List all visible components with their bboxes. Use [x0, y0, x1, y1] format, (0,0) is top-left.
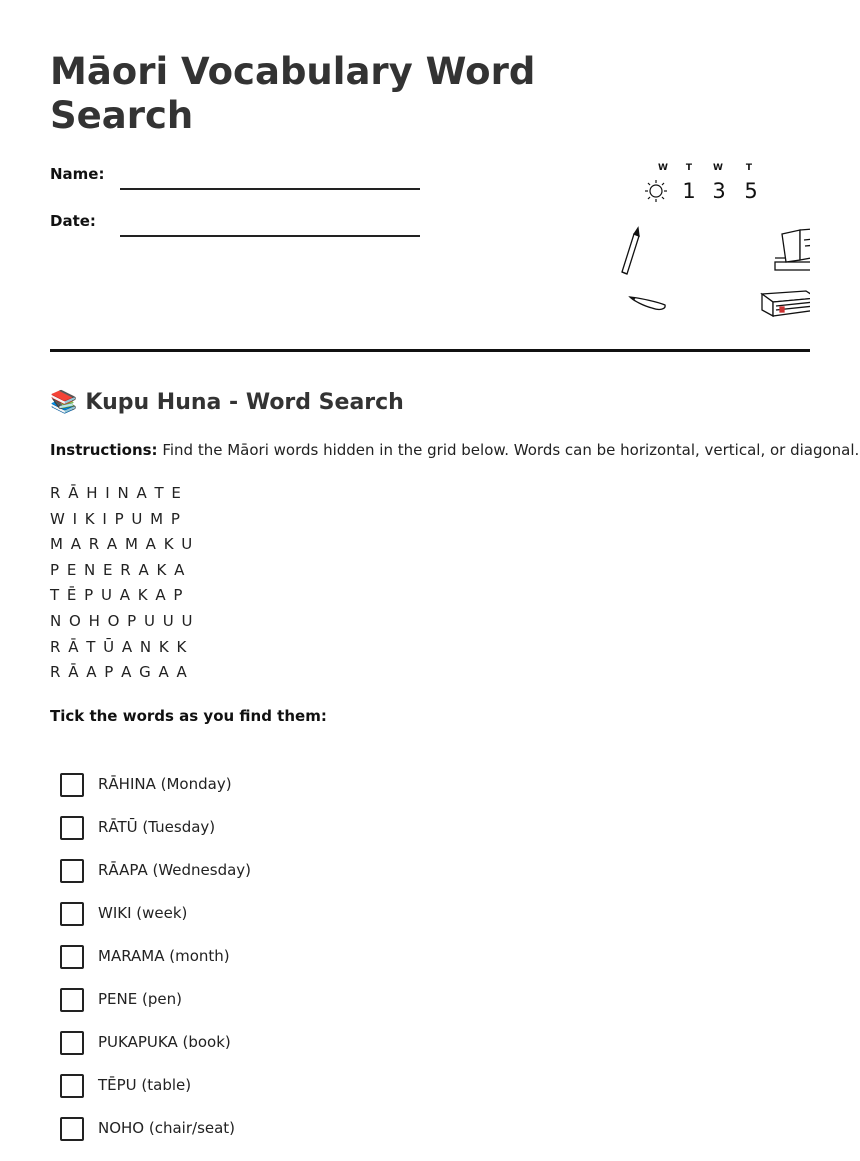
- word-checkbox[interactable]: [60, 945, 84, 969]
- word-checkbox[interactable]: [60, 816, 84, 840]
- date-field-row: [50, 210, 420, 240]
- word-search-grid: [50, 481, 194, 686]
- grid-row: M A R A M A K U: [50, 535, 194, 554]
- pen-icon: [630, 297, 665, 309]
- instructions: [50, 440, 860, 460]
- section-title: [50, 388, 404, 418]
- calendar-header: T: [745, 163, 753, 173]
- word-label: PENE (pen): [98, 990, 182, 1008]
- books-icon: 📚: [50, 390, 78, 415]
- grid-row: R Ā H I N A T E: [50, 484, 183, 502]
- worksheet-page: [50, 0, 860, 1137]
- date-write-line[interactable]: [120, 235, 420, 237]
- word-label: RĀHINA (Monday): [98, 775, 232, 793]
- calendar-number: 5: [744, 179, 758, 203]
- header-divider: [50, 349, 810, 352]
- grid-row: W I K I P U M P: [50, 509, 182, 528]
- word-label: RĀTŪ (Tuesday): [98, 818, 216, 836]
- grid-row: P E N E R A K A: [50, 560, 186, 579]
- pencil-icon: [622, 228, 639, 274]
- calendar-header: W: [713, 163, 723, 173]
- instructions-text: Find the Māori words hidden in the grid below. Words can be horizontal, vertical, or diagonal.: [157, 441, 860, 459]
- worksheet-header: [50, 0, 810, 352]
- tick-list-heading: Tick the words as you find them:: [50, 707, 327, 725]
- grid-row: N O H O P U U U: [50, 611, 194, 630]
- word-checkbox[interactable]: [60, 859, 84, 883]
- open-book-icon: [775, 229, 810, 270]
- closed-book-icon: [762, 291, 810, 316]
- name-write-line[interactable]: [120, 188, 420, 190]
- grid-row: R Ā T Ū A N K K: [50, 637, 188, 656]
- calendar-header: W: [658, 163, 668, 173]
- sun-icon: [645, 180, 667, 202]
- calendar-header: T: [685, 163, 693, 173]
- word-label: RĀAPA (Wednesday): [98, 861, 252, 879]
- word-checkbox[interactable]: [60, 988, 84, 1012]
- word-label: NOHO (chair/seat): [98, 1119, 236, 1137]
- word-checkbox[interactable]: [60, 902, 84, 926]
- instructions-lead: Instructions:: [50, 441, 158, 459]
- page-title: Māori Vocabulary Word Search: [50, 50, 536, 137]
- grid-row: R Ā A P A G A A: [50, 663, 189, 682]
- calendar-number: 1: [682, 179, 696, 203]
- calendar-number: 3: [712, 179, 726, 203]
- word-label: WIKI (week): [98, 904, 188, 922]
- name-field-row: [50, 163, 420, 193]
- date-label: Date:: [50, 212, 96, 230]
- word-checkbox[interactable]: [60, 1074, 84, 1098]
- word-checkbox[interactable]: [60, 773, 84, 797]
- word-label: MARAMA (month): [98, 947, 230, 965]
- name-label: Name:: [50, 165, 105, 183]
- section-title-text: Kupu Huna - Word Search: [85, 390, 404, 415]
- school-supplies-illustration: [560, 150, 810, 325]
- grid-row: T Ē P U A K A P: [50, 586, 184, 605]
- word-checkbox[interactable]: [60, 1031, 84, 1055]
- word-checkbox[interactable]: [60, 1117, 84, 1141]
- calendar-graphic: [645, 163, 758, 203]
- word-label: PUKAPUKA (book): [98, 1033, 231, 1051]
- word-label: TĒPU (table): [98, 1076, 192, 1094]
